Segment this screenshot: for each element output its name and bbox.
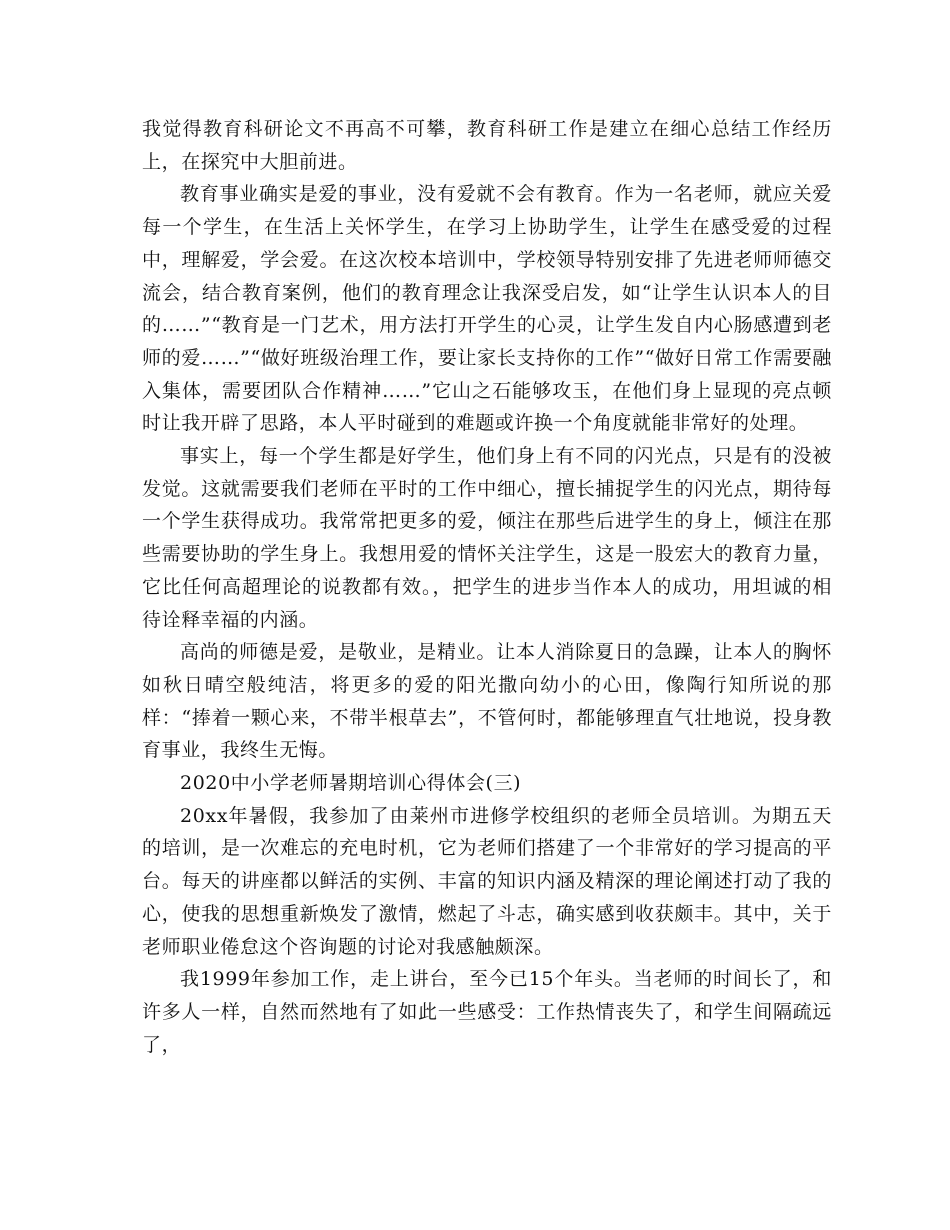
paragraph-6: 我1999年参加工作，走上讲台，至今已15个年头。当老师的时间长了，和许多人一样，自然而然地有了如此一些感受：工作热情丧失了，和学生间隔疏远了， bbox=[142, 968, 832, 1056]
section-heading: 2020中小学老师暑期培训心得体会(三) bbox=[180, 772, 522, 795]
document-page bbox=[142, 113, 832, 1061]
paragraph-1: 我觉得教育科研论文不再高不可攀，教育科研工作是建立在细心总结工作经历上，在探究中大胆前进。 bbox=[142, 118, 832, 173]
paragraph-4: 高尚的师德是爱，是敬业，是精业。让本人消除夏日的急躁，让本人的胸怀如秋日晴空般纯洁，将更多的爱的阳光撒向幼小的心田，像陶行知所说的那样：“捧着一颗心来，不带半根草去”，不管何时，都能够理直气壮地说，投身教育事业，我终生无悔。 bbox=[142, 641, 832, 762]
paragraph-3: 事实上，每一个学生都是好学生，他们身上有不同的闪光点，只是有的没被发觉。这就需要我们老师在平时的工作中细心，擅长捕捉学生的闪光点，期待每一个学生获得成功。我常常把更多的爱，倾注在那些后进学生的身上，倾注在那些需要协助的学生身上。我想用爱的情怀关注学生，这是一股宏大的教育力量，它比任何高超理论的说教都有效。，把学生的进步当作本人的成功，用坦诚的相待诠释幸福的内涵。 bbox=[142, 445, 832, 631]
paragraph-2: 教育事业确实是爱的事业，没有爱就不会有教育。作为一名老师，就应关爱每一个学生，在生活上关怀学生，在学习上协助学生，让学生在感受爱的过程中，理解爱，学会爱。在这次校本培训中，学校领导特别安排了先进老师师德交流会，结合教育案例，他们的教育理念让我深受启发，如“让学生认识本人的目的……”“教育是一门艺术，用方法打开学生的心灵，让学生发自内心肠感遭到老师的爱……”“做好班级治理工作，要让家长支持你的工作”“做好日常工作需要融入集体，需要团队合作精神……”它山之石能够攻玉，在他们身上显现的亮点顿时让我开辟了思路，本人平时碰到的难题或许换一个角度就能非常好的处理。 bbox=[142, 183, 832, 435]
paragraph-5: 20xx年暑假，我参加了由莱州市进修学校组织的老师全员培训。为期五天的培训，是一次难忘的充电时机，它为老师们搭建了一个非常好的学习提高的平台。每天的讲座都以鲜活的实例、丰富的知识内涵及精深的理论阐述打动了我的心，使我的思想重新焕发了激情，燃起了斗志，确实感到收获颇丰。其中，关于老师职业倦怠这个咨询题的讨论对我感触颇深。 bbox=[142, 804, 832, 958]
